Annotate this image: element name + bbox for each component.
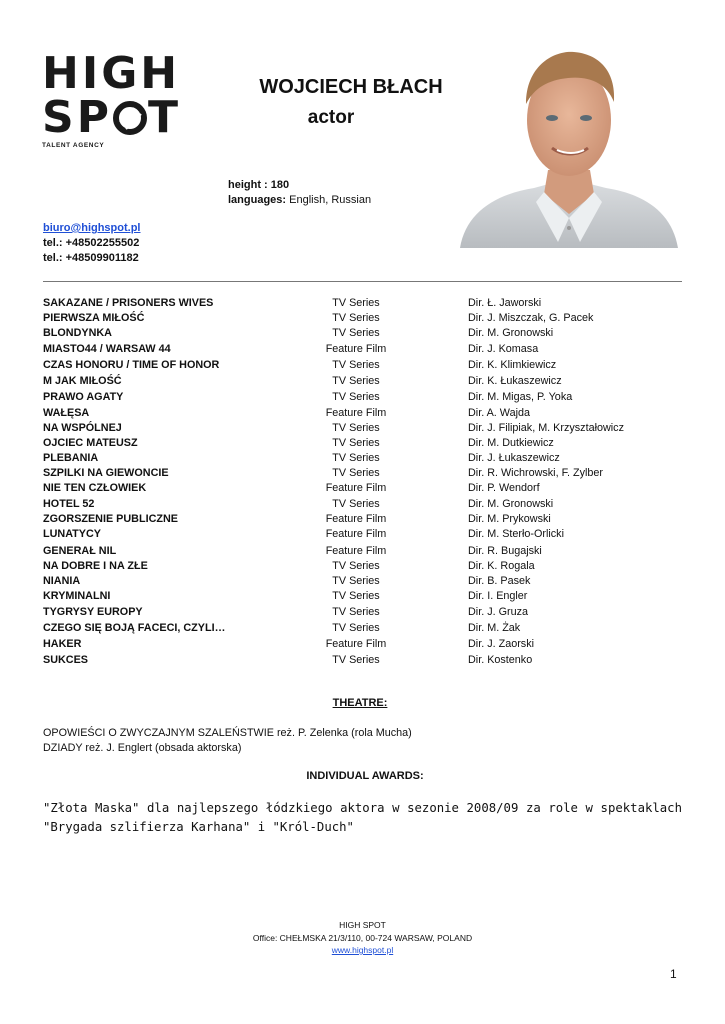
filmography-row bbox=[43, 436, 683, 451]
role-director: Dir. M. Prykowski bbox=[468, 512, 551, 525]
role-director: Dir. M. Żak bbox=[468, 622, 521, 635]
filmography-row bbox=[43, 559, 683, 574]
role-director: Dir. I. Engler bbox=[468, 590, 528, 603]
role-title: GENERAŁ NIL bbox=[43, 544, 117, 557]
logo-line-spot bbox=[42, 92, 182, 143]
role-type: Feature Film bbox=[325, 406, 387, 419]
filmography-row bbox=[43, 342, 683, 357]
role-director: Dir. P. Wendorf bbox=[468, 482, 540, 495]
role-type: TV Series bbox=[332, 622, 380, 635]
role-title: TYGRYSY EUROPY bbox=[43, 605, 143, 618]
role-director: Dir. J. Zaorski bbox=[468, 637, 534, 650]
role-director: Dir. R. Bugajski bbox=[468, 544, 542, 557]
filmography-row bbox=[43, 296, 683, 311]
role-director: Dir. M. Gronowski bbox=[468, 327, 554, 340]
filmography-row bbox=[43, 544, 683, 559]
role-title: CZEGO SIĘ BOJĄ FACECI, CZYLI… bbox=[43, 622, 226, 635]
filmography-row bbox=[43, 589, 683, 604]
role-director: Dir. J. Filipiak, M. Krzyształowicz bbox=[468, 421, 624, 434]
role-title: SUKCES bbox=[43, 654, 88, 667]
role-director: Dir. A. Wajda bbox=[468, 406, 531, 419]
role-type: Feature Film bbox=[325, 637, 387, 650]
role-title: HAKER bbox=[43, 637, 82, 650]
filmography-row bbox=[43, 358, 683, 373]
page-number: 1 bbox=[670, 967, 677, 981]
role-type: TV Series bbox=[332, 452, 380, 465]
physical-details bbox=[228, 178, 371, 208]
filmography-row bbox=[43, 406, 683, 421]
role-director: Dir. K. Klimkiewicz bbox=[468, 359, 557, 372]
role-director: Dir. B. Pasek bbox=[468, 575, 531, 588]
role-director: Dir. J. Komasa bbox=[468, 342, 539, 355]
role-type: Feature Film bbox=[325, 342, 387, 355]
filmography-row bbox=[43, 605, 683, 620]
theatre-heading: THEATRE: bbox=[332, 697, 388, 709]
role-type: Feature Film bbox=[325, 544, 387, 557]
role-title: SZPILKI NA GIEWONCIE bbox=[43, 467, 169, 480]
filmography-row bbox=[43, 527, 683, 542]
role-type: TV Series bbox=[332, 312, 380, 325]
role-type: TV Series bbox=[332, 436, 380, 449]
role-type: TV Series bbox=[332, 497, 380, 510]
footer-office: Office: CHEŁMSKA 21/3/110, 00-724 WARSAW, POLAND bbox=[252, 932, 473, 943]
role-director: Dir. M. Dutkiewicz bbox=[468, 436, 554, 449]
actor-role: actor bbox=[307, 107, 355, 128]
role-title: KRYMINALNI bbox=[43, 590, 111, 603]
role-title: NA WSPÓLNEJ bbox=[43, 421, 122, 434]
filmography-row bbox=[43, 512, 683, 527]
filmography-row bbox=[43, 374, 683, 389]
filmography-row bbox=[43, 481, 683, 496]
role-type: TV Series bbox=[332, 605, 380, 618]
role-title: WAŁĘSA bbox=[43, 406, 90, 419]
phone-1: tel.: +48502255502 bbox=[43, 237, 140, 249]
role-title: NIANIA bbox=[43, 575, 81, 588]
role-type: Feature Film bbox=[325, 512, 387, 525]
logo-line-high: HIGH bbox=[42, 48, 181, 99]
role-type: Feature Film bbox=[325, 482, 387, 495]
role-director: Dir. J. Gruza bbox=[468, 605, 528, 618]
role-title: PLEBANIA bbox=[43, 452, 99, 465]
role-director: Dir. M. Migas, P. Yoka bbox=[468, 391, 573, 404]
role-director: Dir. M. Sterło-Orlicki bbox=[468, 528, 564, 540]
role-director: Dir. K. Rogala bbox=[468, 559, 535, 572]
role-director: Dir. Kostenko bbox=[468, 654, 533, 667]
role-type: TV Series bbox=[332, 654, 380, 667]
role-type: TV Series bbox=[332, 467, 380, 480]
role-type: TV Series bbox=[332, 327, 380, 340]
filmography-row bbox=[43, 390, 683, 405]
height-value: 180 bbox=[270, 179, 290, 191]
awards-heading: INDIVIDUAL AWARDS: bbox=[306, 770, 424, 782]
logo-sp: SP bbox=[42, 92, 112, 143]
role-title: M JAK MIŁOŚĆ bbox=[43, 374, 122, 387]
role-type: TV Series bbox=[332, 559, 380, 572]
awards-text: "Złota Maska" dla najlepszego łódzkiego aktora w sezonie 2008/09 za role w spektaklach "Brygada szlifierza Karhana" i "Król-Duch" bbox=[43, 801, 682, 834]
logo-subtitle: TALENT AGENCY bbox=[42, 142, 105, 149]
filmography-row bbox=[43, 637, 683, 652]
footer-website-link[interactable]: www.highspot.pl bbox=[331, 945, 394, 955]
logo-spot-icon bbox=[113, 101, 147, 135]
filmography-row bbox=[43, 653, 683, 668]
role-title: CZAS HONORU / TIME OF HONOR bbox=[43, 359, 220, 372]
role-title: HOTEL 52 bbox=[43, 497, 95, 510]
role-title: PRAWO AGATY bbox=[43, 391, 124, 404]
filmography-row bbox=[43, 497, 683, 512]
role-type: TV Series bbox=[332, 374, 380, 387]
role-director: Dir. R. Wichrowski, F. Zylber bbox=[468, 467, 603, 480]
role-title: LUNATYCY bbox=[43, 528, 101, 540]
role-director: Dir. J. Miszczak, G. Pacek bbox=[468, 312, 594, 325]
filmography-row bbox=[43, 311, 683, 326]
footer-company: HIGH SPOT bbox=[339, 920, 386, 930]
languages-label: languages: bbox=[228, 194, 290, 206]
role-type: Feature Film bbox=[325, 528, 387, 540]
agency-logo bbox=[42, 48, 182, 149]
height-label: height : bbox=[228, 179, 271, 191]
role-type: TV Series bbox=[332, 391, 380, 404]
languages-value: English, Russian bbox=[289, 194, 372, 206]
filmography-list bbox=[43, 296, 683, 668]
filmography-row bbox=[43, 326, 683, 341]
role-title: OJCIEC MATEUSZ bbox=[43, 436, 138, 449]
role-type: TV Series bbox=[332, 421, 380, 434]
filmography-row bbox=[43, 451, 683, 466]
role-title: NIE TEN CZŁOWIEK bbox=[43, 482, 147, 495]
role-director: Dir. Ł. Jaworski bbox=[468, 297, 542, 309]
section-divider bbox=[43, 281, 682, 282]
role-title: MIASTO44 / WARSAW 44 bbox=[43, 342, 171, 355]
contact-block bbox=[43, 221, 141, 266]
languages-line bbox=[228, 193, 371, 208]
role-title: BLONDYNKA bbox=[43, 327, 112, 340]
role-type: TV Series bbox=[332, 590, 380, 603]
phone-2: tel.: +48509901182 bbox=[43, 252, 139, 264]
role-type: TV Series bbox=[332, 297, 380, 309]
theatre-item: DZIADY reż. J. Englert (obsada aktorska) bbox=[43, 742, 242, 754]
role-title: ZGORSZENIE PUBLICZNE bbox=[43, 512, 178, 525]
filmography-row bbox=[43, 574, 683, 589]
role-type: TV Series bbox=[332, 359, 380, 372]
role-title: SAKAZANE / PRISONERS WIVES bbox=[43, 297, 214, 309]
height-line bbox=[228, 178, 371, 193]
logo-t: T bbox=[147, 92, 181, 143]
page-footer bbox=[200, 919, 525, 957]
role-type: TV Series bbox=[332, 575, 380, 588]
email-link[interactable]: biuro@highspot.pl bbox=[43, 222, 141, 234]
role-title: PIERWSZA MIŁOŚĆ bbox=[43, 312, 145, 325]
role-director: Dir. J. Łukaszewicz bbox=[468, 452, 560, 465]
role-title: NA DOBRE I NA ZŁE bbox=[43, 559, 148, 572]
actor-name: WOJCIECH BŁACH bbox=[259, 76, 443, 98]
role-director: Dir. M. Gronowski bbox=[468, 497, 554, 510]
filmography-row bbox=[43, 621, 683, 636]
theatre-item: OPOWIEŚCI O ZWYCZAJNYM SZALEŃSTWIE reż. P. Zelenka (rola Mucha) bbox=[43, 727, 412, 739]
role-director: Dir. K. Łukaszewicz bbox=[468, 374, 562, 387]
filmography-row bbox=[43, 421, 683, 436]
filmography-row bbox=[43, 466, 683, 481]
theatre-list bbox=[43, 726, 412, 756]
actor-portrait-image bbox=[456, 42, 682, 248]
